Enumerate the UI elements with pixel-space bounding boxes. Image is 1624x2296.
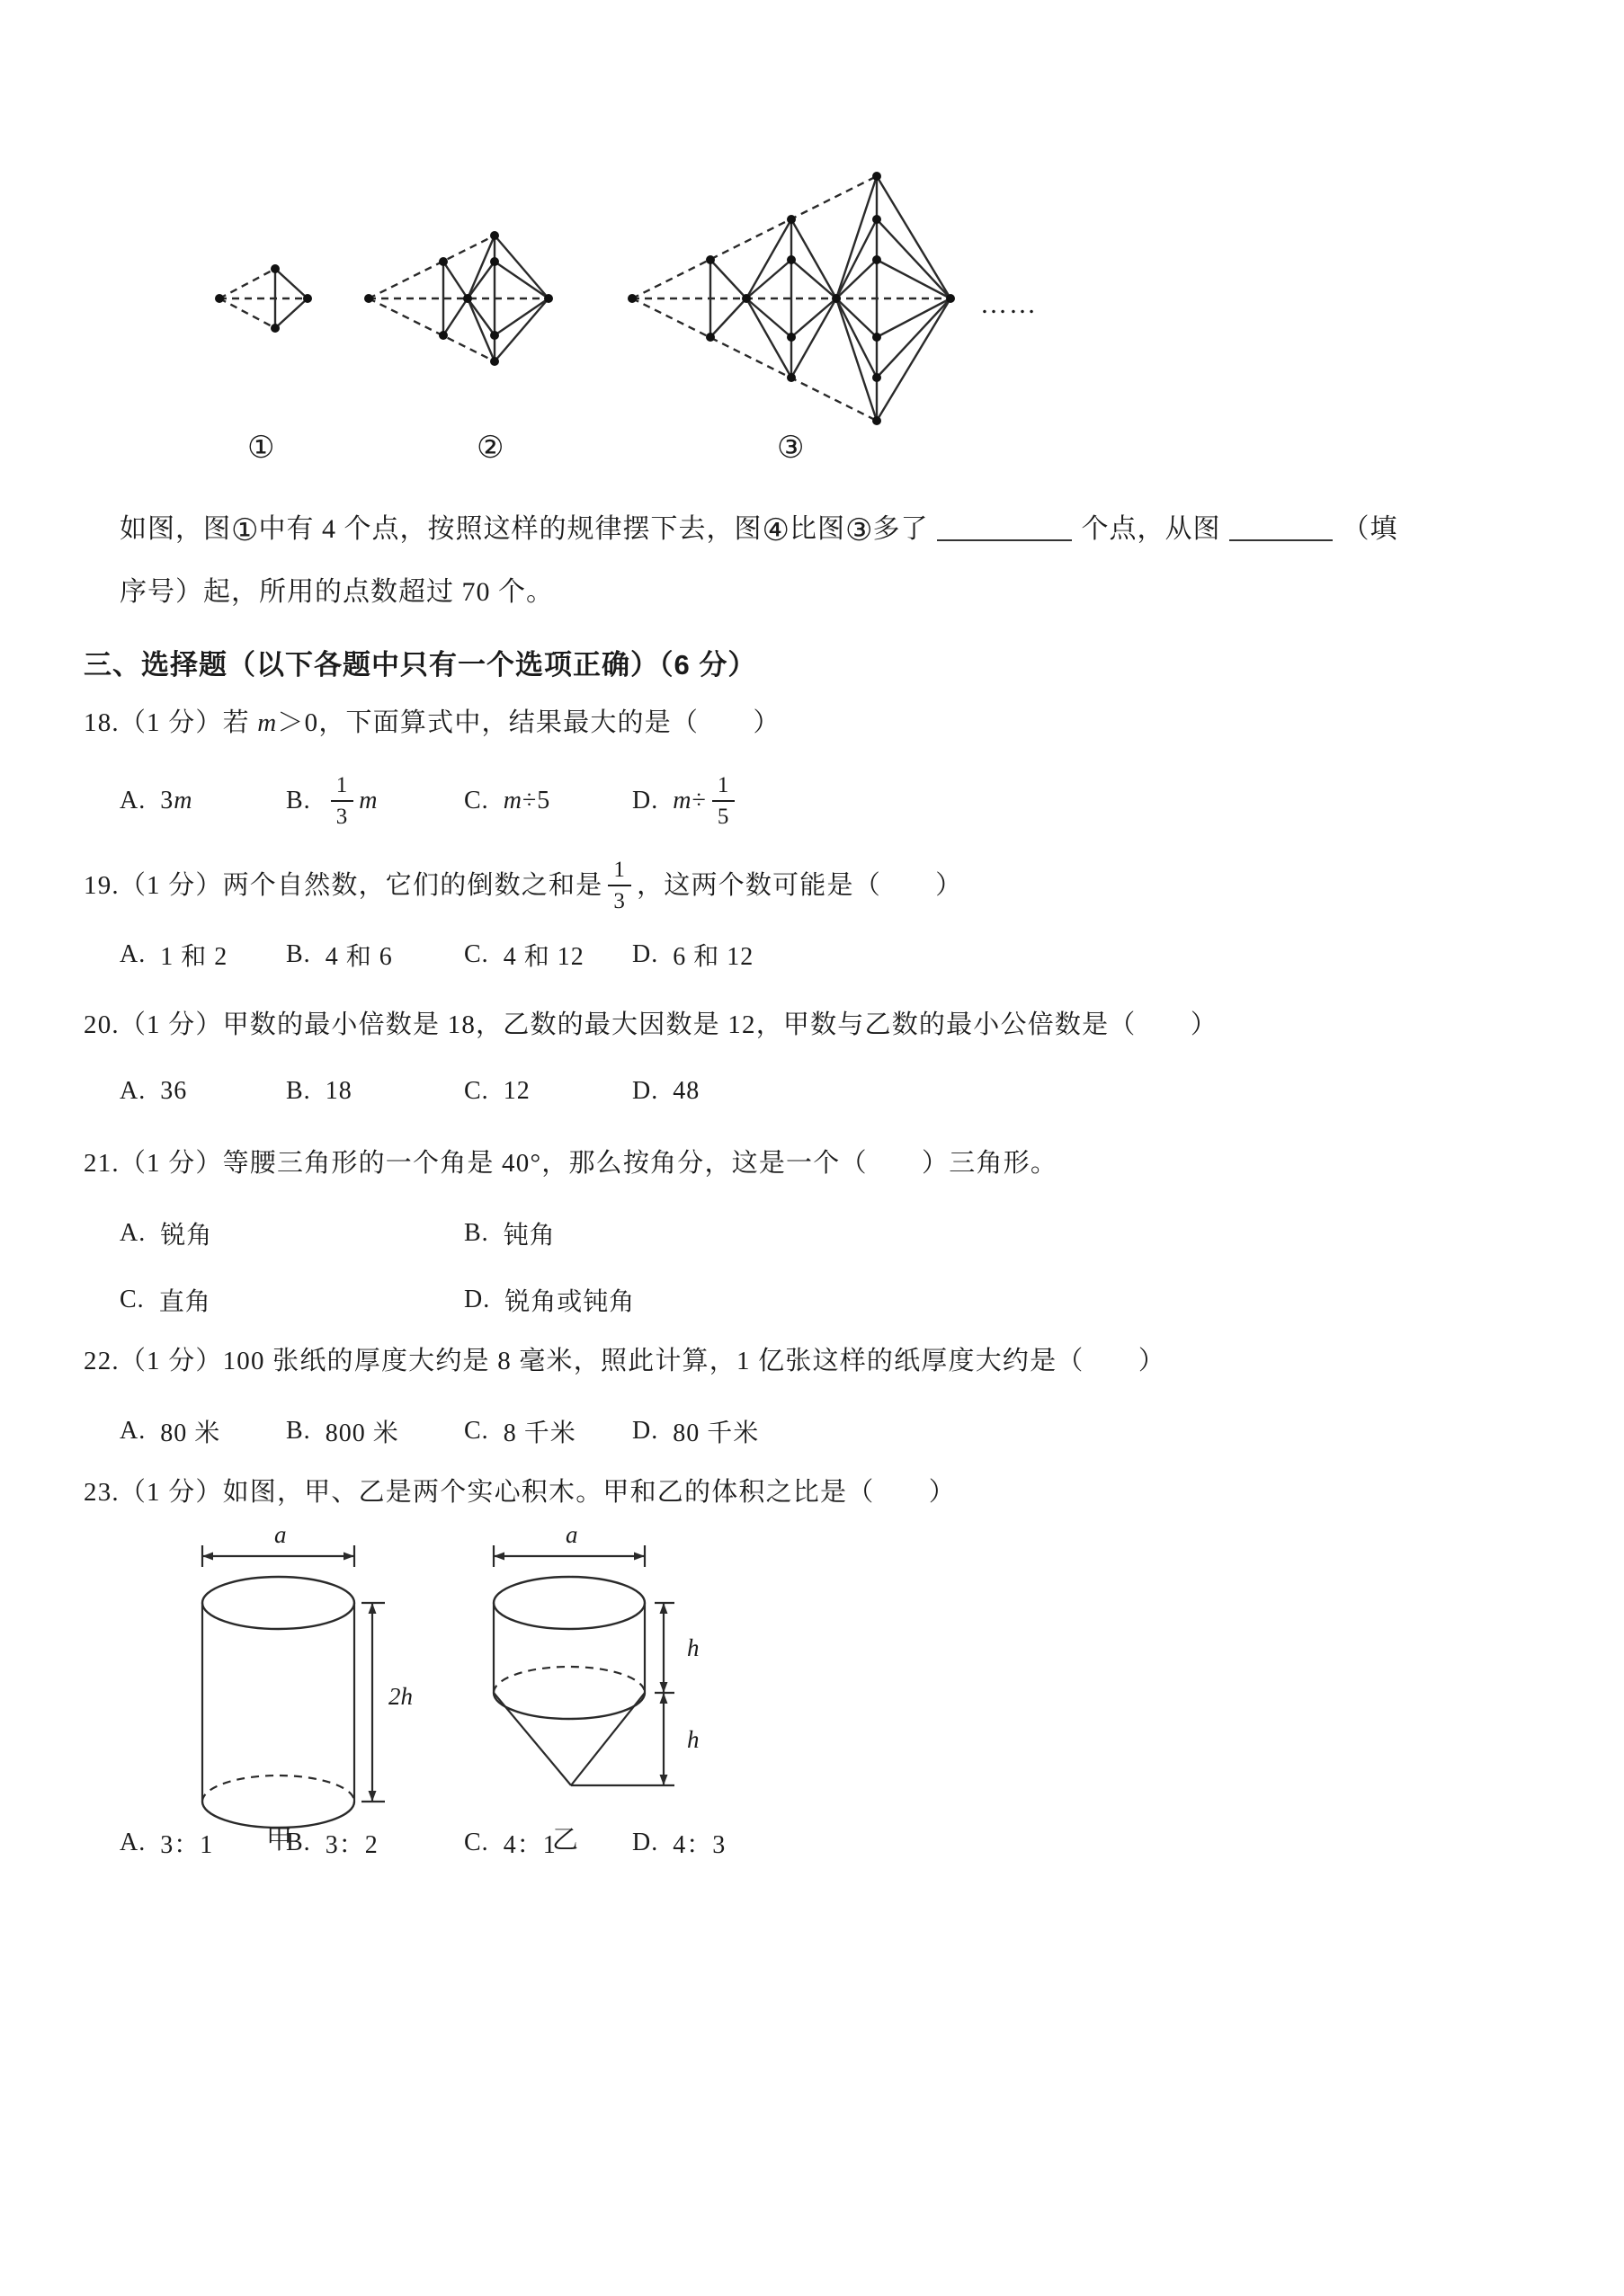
question-22-options: [120, 1413, 759, 1449]
option-label: B.: [286, 786, 311, 814]
fill-blank-2: [1229, 514, 1333, 541]
option-label: C.: [464, 1417, 489, 1445]
fraction-numerator: 1: [717, 772, 730, 797]
stem-text: ，这两个数可能是（ ）: [637, 870, 963, 900]
option-label: A.: [120, 1417, 147, 1445]
fraction-denominator: 5: [712, 800, 736, 828]
option-label: D.: [632, 1829, 659, 1856]
option-text: 锐角或钝角: [504, 1288, 636, 1316]
question-23-options: [120, 1825, 726, 1861]
figure-label-1: ①: [247, 432, 275, 465]
option-text: 12: [503, 1077, 531, 1105]
fraction: [608, 859, 631, 912]
section-title: 三、选择题（以下各题中只有一个选项正确）（6 分）: [84, 649, 757, 681]
option-text: 4 和 12: [503, 943, 584, 971]
option-text: 3：2: [325, 1831, 379, 1859]
fraction-numerator: 1: [613, 858, 627, 882]
option-23-c: [464, 1825, 632, 1861]
option-19-c: [464, 937, 632, 973]
fraction-denominator: 3: [331, 800, 354, 828]
option-22-d: [632, 1413, 759, 1449]
question-23-stem: 23.（1 分）如图，甲、乙是两个实心积木。甲和乙的体积之比是（ ）: [84, 1478, 957, 1507]
option-label: B.: [286, 1829, 311, 1856]
option-18-b: [286, 774, 464, 828]
question-21-stem: 21.（1 分）等腰三角形的一个角是 40°，那么按角分，这是一个（ ）三角形。: [84, 1149, 1058, 1178]
pattern-ellipsis: ……: [980, 289, 1038, 319]
fraction: [331, 774, 354, 828]
option-label: B.: [286, 1417, 311, 1445]
option-label: A.: [120, 1077, 147, 1105]
intro-text: 比图: [789, 514, 845, 544]
stem-text: 19.（1 分）两个自然数，它们的倒数之和是: [84, 870, 603, 900]
option-20-d: [632, 1077, 700, 1106]
dim-label-a-right: a: [566, 1521, 578, 1548]
option-text: 钝角: [503, 1222, 556, 1250]
option-22-c: [464, 1413, 632, 1449]
fill-blank-1: [937, 514, 1072, 541]
figure-label-3: ③: [777, 432, 805, 465]
figure-label-2: ②: [477, 432, 504, 465]
option-label: B.: [286, 940, 311, 968]
option-19-b: [286, 937, 464, 973]
intro-text: 个点，从图: [1081, 514, 1221, 544]
intro-line-1: [120, 512, 1397, 551]
option-21-d: [464, 1282, 635, 1318]
option-text: ÷5: [522, 786, 551, 814]
option-23-d: [632, 1825, 726, 1861]
question-19-options: [120, 937, 754, 973]
option-text: 4 和 6: [325, 943, 393, 971]
option-label: C.: [464, 1829, 489, 1856]
math-var: m: [359, 786, 379, 814]
question-21-options-row2: [120, 1282, 635, 1318]
option-label: C.: [464, 786, 489, 814]
intro-text: 如图，图: [120, 514, 231, 544]
intro-text: 多了: [872, 514, 929, 544]
question-21-options-row1: [120, 1215, 556, 1251]
block-label-jia: 甲: [266, 1826, 293, 1855]
block-label-yi: 乙: [552, 1826, 579, 1855]
fraction-numerator: 1: [335, 772, 349, 797]
option-text: 800 米: [325, 1419, 399, 1447]
stem-text: ＞0，下面算式中，结果最大的是（ ）: [277, 708, 781, 737]
option-text: 48: [673, 1077, 700, 1105]
fraction: [712, 774, 736, 828]
question-20-stem: 20.（1 分）甲数的最小倍数是 18，乙数的最大因数是 12，甲数与乙数的最小公倍数是（ ）: [84, 1010, 1218, 1039]
option-label: A.: [120, 1219, 147, 1247]
option-label: C.: [464, 940, 489, 968]
option-text: 18: [325, 1077, 352, 1105]
math-var: m: [503, 786, 522, 814]
option-text: 80 千米: [673, 1419, 760, 1447]
option-20-a: [120, 1077, 286, 1106]
circled-1: ①: [231, 514, 259, 547]
option-21-a: [120, 1215, 464, 1251]
option-label: A.: [120, 1829, 147, 1856]
option-text: 4：1: [503, 1831, 557, 1859]
option-20-b: [286, 1077, 464, 1106]
question-18-options: [120, 753, 740, 848]
option-text: 4：3: [673, 1831, 727, 1859]
option-21-c: [120, 1282, 464, 1318]
option-19-d: [632, 937, 754, 973]
option-label: B.: [286, 1077, 311, 1105]
option-20-c: [464, 1077, 632, 1106]
option-text: 6 和 12: [673, 943, 754, 971]
option-18-c: [464, 787, 632, 815]
option-23-b: [286, 1825, 464, 1861]
option-label: D.: [632, 940, 659, 968]
dot-pattern-svg: [135, 144, 1088, 467]
option-label: D.: [464, 1286, 491, 1313]
dim-label-h2: h: [687, 1726, 700, 1753]
option-text: 锐角: [160, 1222, 213, 1250]
option-label: D.: [632, 786, 659, 814]
option-text: 3: [160, 786, 174, 814]
question-19-stem: [84, 845, 963, 926]
intro-text: （填: [1342, 514, 1398, 544]
option-text: 80 米: [160, 1419, 221, 1447]
option-label: C.: [120, 1286, 145, 1313]
option-label: D.: [632, 1077, 659, 1105]
option-text: 3：1: [160, 1831, 214, 1859]
question-20-options: [120, 1077, 700, 1106]
option-label: D.: [632, 1417, 659, 1445]
intro-text: 中有 4 个点，按照这样的规律摆下去，图: [258, 514, 763, 544]
option-19-a: [120, 937, 286, 973]
option-23-a: [120, 1825, 286, 1861]
option-text: 1 和 2: [160, 943, 228, 971]
dim-label-h1: h: [687, 1634, 700, 1661]
circled-3: ③: [844, 514, 873, 547]
option-text: 36: [160, 1077, 188, 1105]
option-text: ÷: [692, 786, 707, 814]
option-label: B.: [464, 1219, 489, 1247]
option-text: 8 千米: [503, 1419, 576, 1447]
stem-text: 18.（1 分）若: [84, 708, 258, 737]
math-var: m: [673, 786, 692, 814]
option-22-b: [286, 1413, 464, 1449]
question-18-stem: [84, 707, 781, 739]
option-18-a: [120, 787, 286, 815]
math-var: m: [257, 708, 278, 737]
intro-line-2: 序号）起，所用的点数超过 70 个。: [120, 577, 554, 607]
option-21-b: [464, 1215, 556, 1251]
dim-label-a-left: a: [274, 1521, 287, 1548]
option-label: A.: [120, 940, 147, 968]
fraction-denominator: 3: [608, 885, 631, 912]
math-var: m: [174, 786, 193, 814]
option-18-d: [632, 774, 740, 828]
circled-4: ④: [762, 514, 790, 547]
option-label: C.: [464, 1077, 489, 1105]
option-label: A.: [120, 786, 147, 814]
option-text: 直角: [158, 1288, 211, 1316]
dot-pattern-figure: [135, 144, 1088, 467]
option-22-a: [120, 1413, 286, 1449]
dim-label-2h: 2h: [388, 1683, 413, 1710]
question-22-stem: 22.（1 分）100 张纸的厚度大约是 8 毫米，照此计算，1 亿张这样的纸厚度大约是（ ）: [84, 1347, 1166, 1375]
